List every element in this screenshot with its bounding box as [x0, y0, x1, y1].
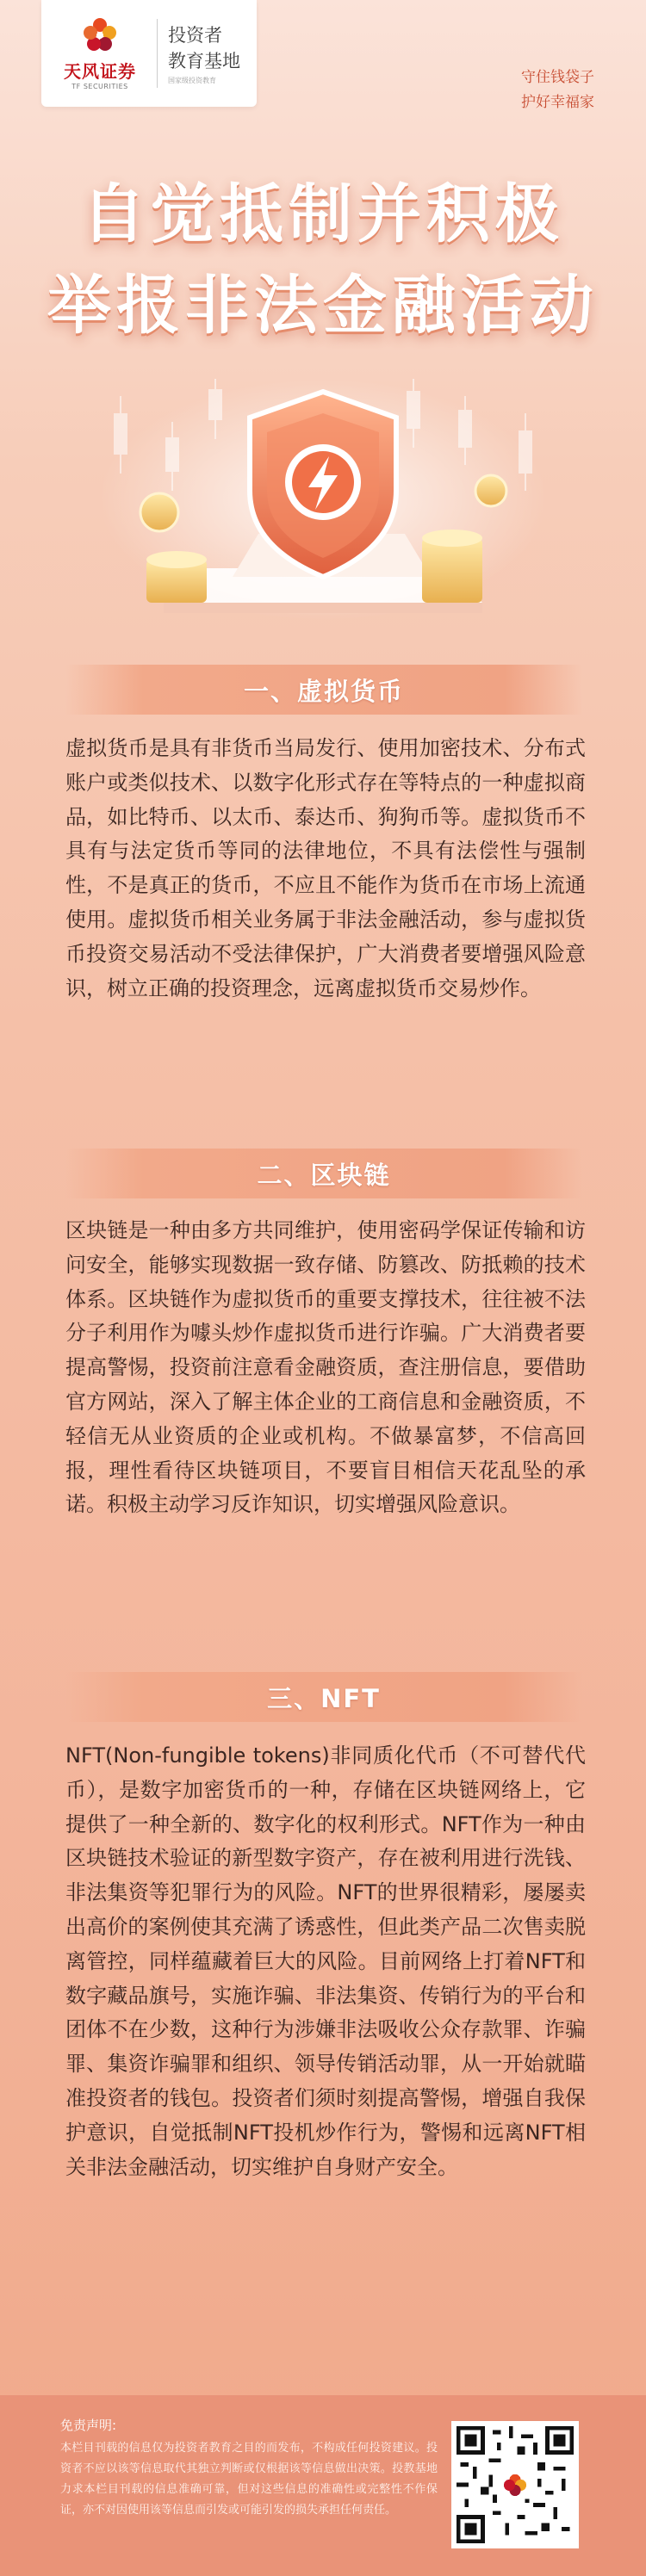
base-sub: 国家级投资教育 [168, 76, 216, 84]
section-heading-text: 二、区块链 [257, 1160, 391, 1190]
section-heading-text: 三、NFT [267, 1683, 381, 1713]
base-line2: 教育基地 [168, 50, 240, 71]
logo-card [41, 0, 257, 107]
logo-divider [157, 19, 158, 88]
section-body-blockchain: 区块链是一种由多方共同维护，使用密码学保证传输和访问安全，能够实现数据一致存储、防篡改、防抵赖的技术体系。区块链作为虚拟货币的重要支撑技术，往往被不法分子利用作为噱头炒作虚拟货币进行诈骗。广大消费者要提高警惕，投资前注意看金融资质，查注册信息，要借助官方网站，深入了解主体企业的工商信息和金融资质，不轻信无从业资质的企业或机构。不做暴富梦，不信高回报，理性看待区块链项目，不要盲目相信天花乱坠的承诺。积极主动学习反诈知识，切实增强风险意识。 [65, 1218, 586, 1517]
slogan-line1: 守住钱袋子 [521, 69, 594, 86]
section-heading-blockchain [65, 1149, 582, 1198]
section-body-nft: NFT(Non-fungible tokens)非同质化代币（不可替代代币），是数字加密货币的一种，存储在区块链网络上，它提供了一种全新的、数字化的权利形式。NFT作为一种由区块链技术验证的新型数字资产，存在被利用进行洗钱、非法集资等犯罪行为的风险。NFT的世界很精彩，屡屡卖出高价的案例使其充满了诱惑性，但此类产品二次售卖脱离管控，同样蕴藏着巨大的风险。目前网络上打着NFT和数字藏品旗号，实施诈骗、非法集资、传销行为的平台和团体不在少数，这种行为涉嫌非法吸收公众存款罪、诈骗罪、集资诈骗罪和组织、领导传销活动罪，从一开始就瞄准投资者的钱包。投资者们须时刻提高警惕，增强自我保护意识，自觉抵制NFT投机炒作行为，警惕和远离NFT相关非法金融活动，切实维护自身财产安全。 [65, 1743, 586, 2179]
section-heading-nft [65, 1672, 582, 1722]
qr-code[interactable] [451, 2421, 579, 2548]
title-line1: 自觉抵制并积极 [82, 177, 564, 251]
brand-name-cn: 天风证券 [64, 61, 136, 82]
title-line2: 举报非法金融活动 [47, 269, 599, 343]
slogan [521, 65, 594, 115]
brand-name-en: TF SECURITIES [71, 83, 128, 90]
slogan-line2: 护好幸福家 [521, 94, 594, 111]
brand-logo [53, 16, 146, 90]
footer-disclaimer [0, 2395, 646, 2576]
section-heading-text: 一、虚拟货币 [243, 676, 404, 706]
base-line1: 投资者 [168, 24, 222, 46]
investor-base-label [168, 22, 240, 85]
disclaimer-title: 免责声明: [60, 2418, 117, 2433]
flower-logo-icon [81, 16, 119, 54]
section-body-virtual-currency: 虚拟货币是具有非货币当局发行、使用加密技术、分布式账户或类似技术、以数字化形式存在等特点的一种虚拟商品，如比特币、以太币、泰达币、狗狗币等。虚拟货币不具有与法定货币等同的法律地位，不具有法偿性与强制性，不是真正的货币，不应且不能作为货币在市场上流通使用。虚拟货币相关业务属于非法金融活动，参与虚拟货币投资交易活动不受法律保护，广大消费者要增强风险意识，树立正确的投资理念，远离虚拟货币交易炒作。 [65, 736, 586, 1000]
section-heading-virtual-currency [65, 665, 582, 715]
hero-illustration [0, 362, 646, 629]
disclaimer-text: 本栏目刊载的信息仅为投资者教育之目的而发布，不构成任何投资建议。投资者不应以该等信息取代其独立判断或仅根据该等信息做出决策。投教基地力求本栏目刊载的信息准确可靠，但对这些信息的准确性或完整性不作保证，亦不对因使用该等信息而引发或可能引发的损失承担任何责任。 [60, 2442, 438, 2517]
